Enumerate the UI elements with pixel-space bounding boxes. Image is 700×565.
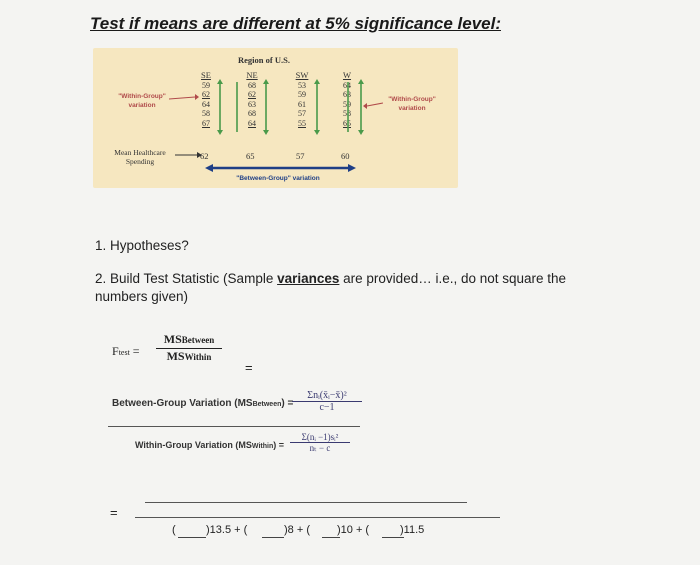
within-group-label-right: "Within-Group" variation xyxy=(388,96,436,112)
value: 57 xyxy=(298,109,306,118)
term-4: )11.5 xyxy=(400,524,425,536)
within-group-label-left: "Within-Group" variation xyxy=(118,93,166,109)
between-num: Σnᵢ(x̄ᵢ−x̄̄)² xyxy=(292,390,362,402)
within-den: nₜ − c xyxy=(309,443,331,453)
value: 58 xyxy=(343,109,351,118)
term-1: )13.5 + ( xyxy=(206,524,248,536)
equals-sign-1: = xyxy=(245,360,253,375)
value: 58 xyxy=(202,109,210,118)
column-header: SE xyxy=(201,70,211,80)
mean-label: Mean Healthcare Spending xyxy=(114,148,166,166)
term-2: )8 + ( xyxy=(284,524,310,536)
value: 64 xyxy=(343,80,351,90)
denominator-row xyxy=(172,524,442,540)
ftest-den: MS xyxy=(166,349,185,363)
between-label: Between-Group Variation (MS xyxy=(112,398,253,409)
ftest-num: MS xyxy=(163,332,182,346)
value: 59 xyxy=(343,99,351,109)
between-group-label: "Between-Group" variation xyxy=(236,175,320,182)
blank-3-underline xyxy=(322,537,340,538)
value: 53 xyxy=(298,80,306,90)
question-1: 1. Hypotheses? xyxy=(95,238,189,253)
region-title: Region of U.S. xyxy=(238,55,290,65)
value: 68 xyxy=(248,80,256,90)
ftest-label: F xyxy=(112,344,119,358)
question-2-underlined: variances xyxy=(277,271,340,286)
question-2-pre: 2. Build Test Statistic (Sample xyxy=(95,271,278,286)
bottom-fraction-bar xyxy=(135,517,500,518)
question-2 xyxy=(95,270,615,306)
mean-sw: 57 xyxy=(296,151,305,161)
value: 59 xyxy=(298,90,306,99)
ftest-den-sub: Within xyxy=(184,352,212,362)
main-fraction-bar xyxy=(108,426,360,427)
mean-ne: 65 xyxy=(246,151,255,161)
column-header: W xyxy=(342,70,352,80)
value: 63 xyxy=(343,90,351,99)
between-label-sub: Between xyxy=(252,401,282,408)
blank-1-underline xyxy=(178,537,206,538)
within-arrow-right xyxy=(363,100,383,110)
within-label-sub: Within xyxy=(251,443,274,450)
value: 61 xyxy=(298,99,306,109)
question-2-post: are provided… i.e., do not square the numbers given) xyxy=(95,271,567,304)
anova-figure xyxy=(93,48,458,188)
mean-se: 62 xyxy=(200,151,209,161)
ftest-label-sub: test xyxy=(118,348,130,357)
within-variation-arrows xyxy=(93,48,458,188)
value: 62 xyxy=(248,90,256,99)
ftest-num-sub: Between xyxy=(181,335,215,345)
between-den: c−1 xyxy=(319,402,335,413)
value: 55 xyxy=(298,118,306,128)
blank-numerator-line xyxy=(145,502,467,503)
term-3: )10 + ( xyxy=(337,524,370,536)
within-label-close: ) xyxy=(273,440,277,450)
value: 59 xyxy=(202,80,210,90)
blank-2-underline xyxy=(262,537,284,538)
value: 62 xyxy=(202,90,210,99)
value: 64 xyxy=(202,99,210,109)
within-fraction xyxy=(290,432,350,454)
within-expression: Within-Group Variation (MSWithin) = xyxy=(135,440,285,450)
blank-4-underline xyxy=(382,537,404,538)
column-header: SW xyxy=(295,70,309,80)
value: 63 xyxy=(248,99,256,109)
value: 68 xyxy=(248,109,256,118)
column-header: NE xyxy=(246,70,258,80)
between-expression: Between-Group Variation (MSBetween) = xyxy=(112,398,294,409)
value: 64 xyxy=(248,118,256,128)
blank-open: ( xyxy=(172,524,176,536)
within-num: Σ(nᵢ −1)sᵢ² xyxy=(290,432,350,443)
within-label: Within-Group Variation (MS xyxy=(135,440,252,450)
page-heading: Test if means are different at 5% significance level: xyxy=(90,14,501,33)
value: 65 xyxy=(343,118,351,128)
between-fraction xyxy=(292,390,362,413)
mean-w: 60 xyxy=(341,151,350,161)
value: 67 xyxy=(202,118,210,128)
between-label-close: ) xyxy=(281,398,285,409)
equals-sign-2: = xyxy=(110,505,118,520)
